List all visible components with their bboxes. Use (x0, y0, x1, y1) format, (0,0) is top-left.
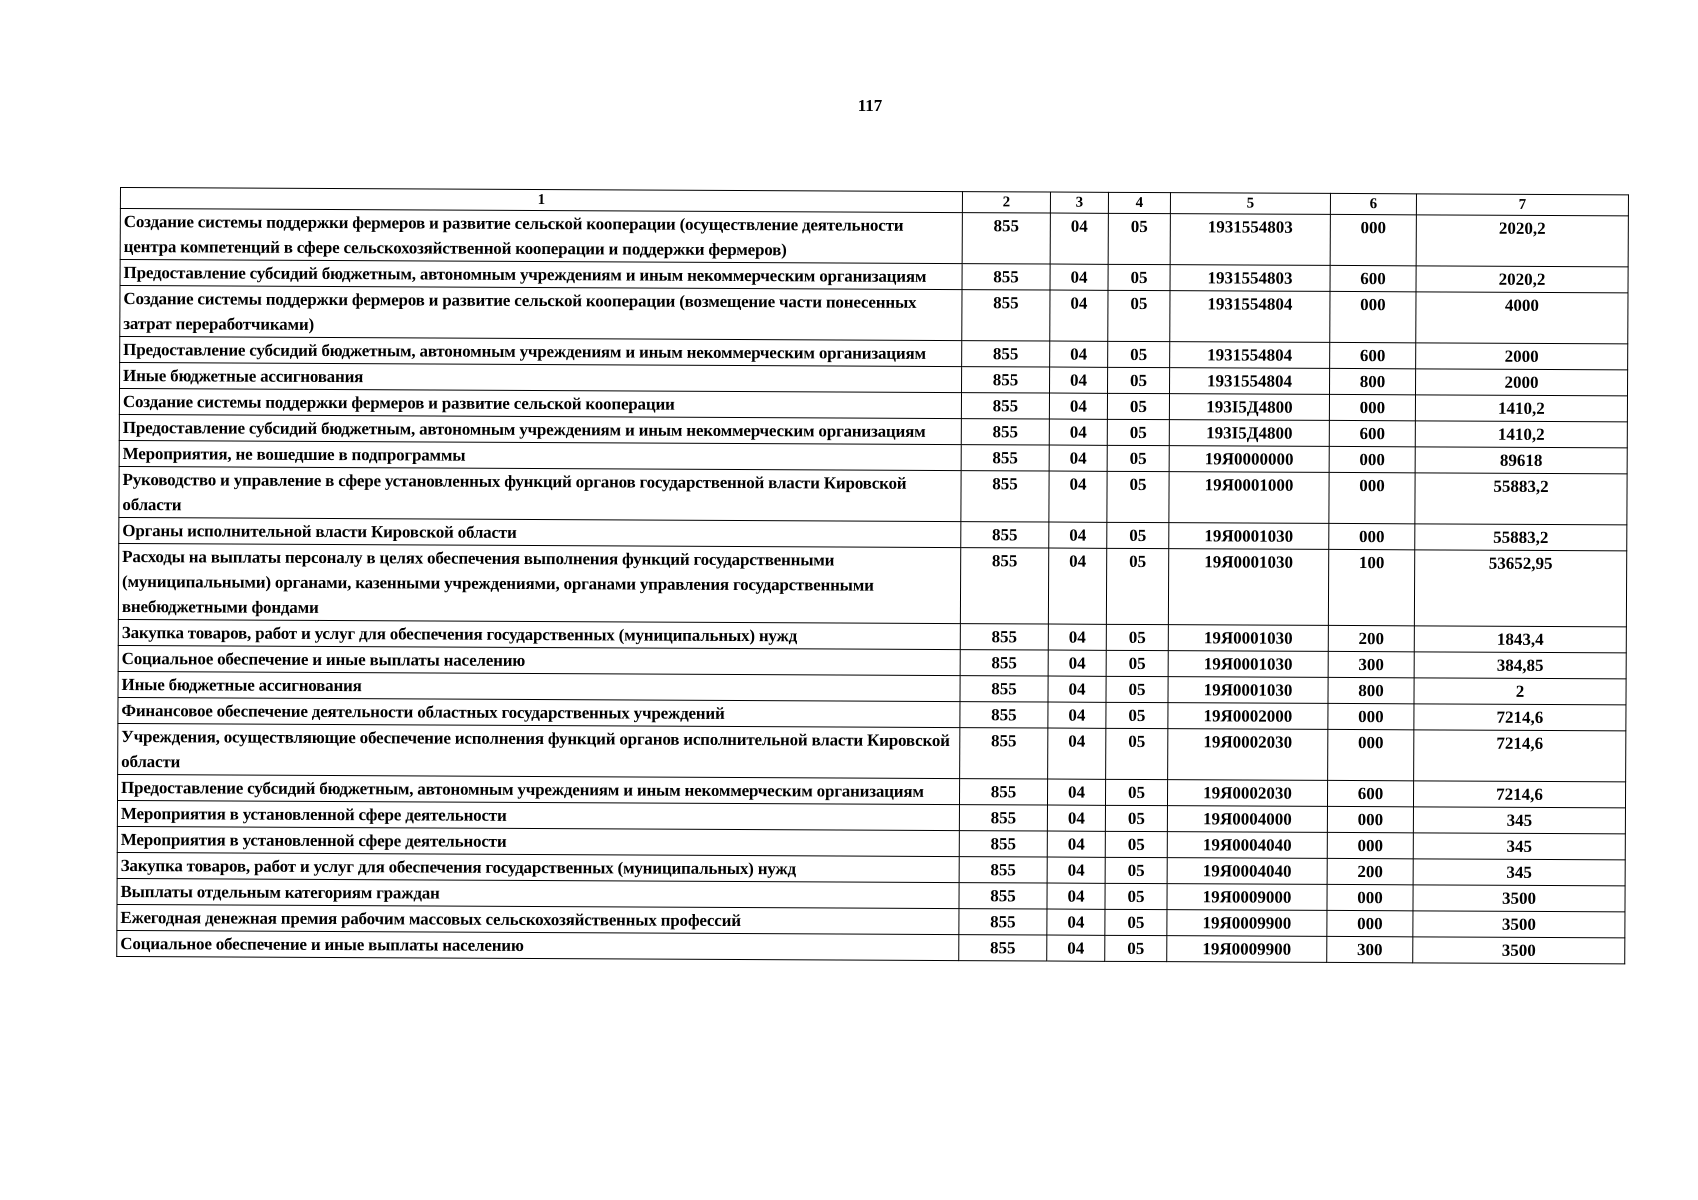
row-expense-type-cell: 000 (1329, 523, 1415, 549)
table-row (119, 466, 1627, 524)
row-expense-type-cell: 000 (1327, 910, 1413, 936)
row-section-cell: 04 (1050, 367, 1108, 393)
row-section-cell: 04 (1050, 290, 1108, 341)
row-subsection-cell: 05 (1106, 624, 1168, 650)
row-subsection-cell: 05 (1106, 702, 1168, 728)
row-section-cell: 04 (1047, 909, 1105, 935)
row-target-article-cell: 1931554803 (1170, 214, 1330, 266)
row-admin-code-cell: 855 (961, 419, 1049, 445)
row-admin-code-cell: 855 (960, 650, 1048, 676)
row-target-article-cell: 19Я0004040 (1167, 858, 1327, 885)
row-target-article-cell: 19Я0004040 (1167, 832, 1327, 859)
row-admin-code-cell: 855 (959, 805, 1047, 831)
row-subsection-cell: 05 (1108, 264, 1170, 290)
row-expense-type-cell: 200 (1327, 858, 1413, 884)
row-expense-type-cell: 000 (1328, 703, 1414, 729)
row-amount-cell: 1410,2 (1415, 421, 1627, 448)
row-admin-code-cell: 855 (960, 702, 1048, 728)
row-expense-type-cell: 300 (1328, 651, 1414, 677)
row-expense-type-cell: 000 (1329, 472, 1415, 523)
table-row (120, 286, 1628, 344)
row-expense-type-cell: 000 (1329, 446, 1415, 472)
budget-table-container (116, 187, 1628, 964)
row-target-article-cell: 1931554804 (1170, 342, 1330, 369)
row-expense-type-cell: 000 (1328, 729, 1414, 780)
row-admin-code-cell: 855 (959, 831, 1047, 857)
row-target-article-cell: 19Я0009900 (1167, 936, 1327, 963)
row-section-cell: 04 (1050, 264, 1108, 290)
row-name-cell: Закупка товаров, работ и услуг для обеспечения государственных (муниципальных) нужд (117, 852, 959, 882)
row-subsection-cell: 05 (1107, 393, 1169, 419)
row-section-cell: 04 (1049, 419, 1107, 445)
header-col-5: 5 (1170, 193, 1330, 215)
row-name-cell: Руководство и управление в сфере установленных функций органов государственной власти Кировской области (119, 466, 961, 521)
row-name-cell: Предоставление субсидий бюджетным, автономным учреждениям и иным некоммерческим организациям (118, 774, 960, 804)
row-amount-cell: 55883,2 (1415, 524, 1627, 551)
row-expense-type-cell: 300 (1327, 936, 1413, 962)
row-admin-code-cell: 855 (962, 264, 1050, 290)
row-admin-code-cell: 855 (962, 290, 1050, 341)
row-admin-code-cell: 855 (959, 857, 1047, 883)
row-name-cell: Выплаты отдельным категориям граждан (117, 878, 959, 908)
row-expense-type-cell: 600 (1327, 780, 1413, 806)
row-name-cell: Социальное обеспечение и иные выплаты населению (117, 930, 959, 960)
row-admin-code-cell: 855 (962, 341, 1050, 367)
row-target-article-cell: 19Я0000000 (1169, 446, 1329, 473)
row-amount-cell: 3500 (1413, 885, 1625, 912)
row-amount-cell: 2000 (1416, 343, 1628, 370)
table-row (120, 209, 1628, 267)
row-section-cell: 04 (1047, 883, 1105, 909)
row-section-cell: 04 (1049, 522, 1107, 548)
row-target-article-cell: 19Я0001000 (1169, 472, 1329, 524)
row-amount-cell: 1843,4 (1414, 626, 1626, 653)
row-name-cell: Создание системы поддержки фермеров и развитие сельской кооперации (осуществление деятельности центра компетенций в сфере сельскохозяйственной кооперации и поддержки фермеров) (120, 209, 962, 264)
row-amount-cell: 345 (1413, 807, 1625, 834)
row-expense-type-cell: 600 (1329, 420, 1415, 446)
row-expense-type-cell: 200 (1328, 625, 1414, 651)
row-subsection-cell: 05 (1105, 935, 1167, 961)
row-name-cell: Создание системы поддержки фермеров и развитие сельской кооперации (119, 389, 961, 419)
row-name-cell: Мероприятия в установленной сфере деятельности (117, 826, 959, 856)
row-target-article-cell: 19Я0001030 (1169, 523, 1329, 550)
row-admin-code-cell: 855 (959, 909, 1047, 935)
row-section-cell: 04 (1047, 779, 1105, 805)
row-name-cell: Мероприятия, не вошедшие в подпрограммы (119, 440, 961, 470)
row-admin-code-cell: 855 (962, 367, 1050, 393)
row-section-cell: 04 (1048, 650, 1106, 676)
row-target-article-cell: 1931554804 (1170, 368, 1330, 395)
row-expense-type-cell: 100 (1328, 549, 1414, 625)
page-number: 117 (857, 96, 883, 115)
row-subsection-cell: 05 (1106, 676, 1168, 702)
row-amount-cell: 89618 (1415, 447, 1627, 474)
row-section-cell: 04 (1047, 831, 1105, 857)
row-subsection-cell: 05 (1106, 728, 1168, 779)
row-admin-code-cell: 855 (961, 445, 1049, 471)
row-section-cell: 04 (1049, 393, 1107, 419)
row-section-cell: 04 (1047, 857, 1105, 883)
row-amount-cell: 2000 (1415, 369, 1627, 396)
row-name-cell: Иные бюджетные ассигнования (118, 671, 960, 701)
row-amount-cell: 3500 (1413, 937, 1625, 964)
row-section-cell: 04 (1048, 624, 1106, 650)
row-name-cell: Иные бюджетные ассигнования (120, 363, 962, 393)
row-target-article-cell: 19Я0002000 (1168, 703, 1328, 730)
row-subsection-cell: 05 (1105, 805, 1167, 831)
row-name-cell: Учреждения, осуществляющие обеспечение исполнения функций органов исполнительной власти Кировской области (118, 723, 960, 778)
row-amount-cell: 53652,95 (1414, 550, 1626, 627)
row-name-cell: Закупка товаров, работ и услуг для обеспечения государственных (муниципальных) нужд (118, 619, 960, 649)
row-admin-code-cell: 855 (961, 471, 1049, 522)
row-amount-cell: 7214,6 (1413, 781, 1625, 808)
row-admin-code-cell: 855 (962, 213, 1050, 264)
header-col-2: 2 (962, 192, 1050, 213)
row-section-cell: 04 (1047, 935, 1105, 961)
row-name-cell: Создание системы поддержки фермеров и развитие сельской кооперации (возмещение части понесенных затрат переработчиками) (120, 286, 962, 341)
row-subsection-cell: 05 (1107, 522, 1169, 548)
row-subsection-cell: 05 (1107, 445, 1169, 471)
row-subsection-cell: 05 (1106, 548, 1168, 624)
row-section-cell: 04 (1048, 548, 1106, 624)
row-target-article-cell: 19Я0001030 (1168, 625, 1328, 652)
row-name-cell: Предоставление субсидий бюджетным, автономным учреждениям и иным некоммерческим организациям (119, 414, 961, 444)
row-target-article-cell: 19Я0009000 (1167, 884, 1327, 911)
row-subsection-cell: 05 (1107, 419, 1169, 445)
row-section-cell: 04 (1048, 702, 1106, 728)
header-col-1: 1 (120, 188, 962, 213)
row-admin-code-cell: 855 (961, 393, 1049, 419)
row-amount-cell: 7214,6 (1414, 730, 1626, 782)
row-name-cell: Мероприятия в установленной сфере деятельности (117, 800, 959, 830)
row-amount-cell: 345 (1413, 859, 1625, 886)
row-subsection-cell: 05 (1105, 857, 1167, 883)
row-amount-cell: 384,85 (1414, 652, 1626, 679)
row-admin-code-cell: 855 (960, 728, 1048, 779)
row-target-article-cell: 19Я0004000 (1167, 806, 1327, 833)
row-subsection-cell: 05 (1105, 779, 1167, 805)
row-admin-code-cell: 855 (961, 522, 1049, 548)
table-row (118, 543, 1626, 626)
row-admin-code-cell: 855 (960, 548, 1048, 624)
row-admin-code-cell: 855 (960, 676, 1048, 702)
row-admin-code-cell: 855 (959, 935, 1047, 961)
row-amount-cell: 2 (1414, 678, 1626, 705)
table-row (118, 723, 1626, 781)
row-name-cell: Ежегодная денежная премия рабочим массовых сельскохозяйственных профессий (117, 904, 959, 934)
row-expense-type-cell: 800 (1328, 677, 1414, 703)
row-subsection-cell: 05 (1108, 290, 1170, 341)
row-expense-type-cell: 800 (1330, 368, 1416, 394)
row-section-cell: 04 (1050, 341, 1108, 367)
row-admin-code-cell: 855 (959, 779, 1047, 805)
row-subsection-cell: 05 (1105, 831, 1167, 857)
row-target-article-cell: 19Я0002030 (1167, 780, 1327, 807)
row-subsection-cell: 05 (1108, 341, 1170, 367)
row-target-article-cell: 1931554804 (1170, 291, 1330, 343)
header-col-3: 3 (1050, 192, 1108, 213)
row-name-cell: Предоставление субсидий бюджетным, автономным учреждениям и иным некоммерческим организациям (120, 337, 962, 367)
header-col-7: 7 (1416, 194, 1628, 216)
row-name-cell: Органы исполнительной власти Кировской области (119, 517, 961, 547)
row-target-article-cell: 1931554803 (1170, 265, 1330, 292)
row-section-cell: 04 (1049, 471, 1107, 522)
row-admin-code-cell: 855 (959, 883, 1047, 909)
row-name-cell: Расходы на выплаты персоналу в целях обеспечения выполнения функций государственными (муниципальными) органами, казенными учреждениями, органами управления государственными внебюджетными фондами (118, 543, 960, 623)
row-amount-cell: 3500 (1413, 911, 1625, 938)
row-target-article-cell: 193I5Д4800 (1169, 394, 1329, 421)
row-expense-type-cell: 600 (1330, 265, 1416, 291)
row-expense-type-cell: 000 (1327, 806, 1413, 832)
row-subsection-cell: 05 (1106, 650, 1168, 676)
row-amount-cell: 2020,2 (1416, 266, 1628, 293)
row-section-cell: 04 (1050, 213, 1108, 264)
row-amount-cell: 55883,2 (1415, 473, 1627, 525)
row-expense-type-cell: 000 (1327, 832, 1413, 858)
row-amount-cell: 4000 (1416, 292, 1628, 344)
row-target-article-cell: 193I5Д4800 (1169, 420, 1329, 447)
row-subsection-cell: 05 (1105, 883, 1167, 909)
header-col-4: 4 (1108, 192, 1170, 213)
row-target-article-cell: 19Я0009900 (1167, 910, 1327, 937)
row-target-article-cell: 19Я0002030 (1168, 729, 1328, 781)
row-section-cell: 04 (1047, 805, 1105, 831)
row-subsection-cell: 05 (1107, 471, 1169, 522)
row-name-cell: Предоставление субсидий бюджетным, автономным учреждениям и иным некоммерческим организациям (120, 260, 962, 290)
row-expense-type-cell: 600 (1330, 342, 1416, 368)
row-expense-type-cell: 000 (1330, 291, 1416, 342)
budget-table (116, 187, 1629, 964)
table-body (117, 209, 1629, 964)
row-amount-cell: 345 (1413, 833, 1625, 860)
row-target-article-cell: 19Я0001030 (1168, 549, 1328, 626)
row-amount-cell: 7214,6 (1414, 704, 1626, 731)
row-admin-code-cell: 855 (960, 624, 1048, 650)
row-section-cell: 04 (1049, 445, 1107, 471)
row-expense-type-cell: 000 (1329, 394, 1415, 420)
row-subsection-cell: 05 (1108, 367, 1170, 393)
row-target-article-cell: 19Я0001030 (1168, 677, 1328, 704)
row-name-cell: Финансовое обеспечение деятельности областных государственных учреждений (118, 697, 960, 727)
row-section-cell: 04 (1048, 676, 1106, 702)
row-subsection-cell: 05 (1108, 213, 1170, 264)
row-section-cell: 04 (1048, 728, 1106, 779)
row-name-cell: Социальное обеспечение и иные выплаты населению (118, 645, 960, 675)
row-subsection-cell: 05 (1105, 909, 1167, 935)
header-col-6: 6 (1330, 193, 1416, 214)
row-expense-type-cell: 000 (1327, 884, 1413, 910)
row-target-article-cell: 19Я0001030 (1168, 651, 1328, 678)
row-amount-cell: 2020,2 (1416, 215, 1628, 267)
row-amount-cell: 1410,2 (1415, 395, 1627, 422)
row-expense-type-cell: 000 (1330, 214, 1416, 265)
